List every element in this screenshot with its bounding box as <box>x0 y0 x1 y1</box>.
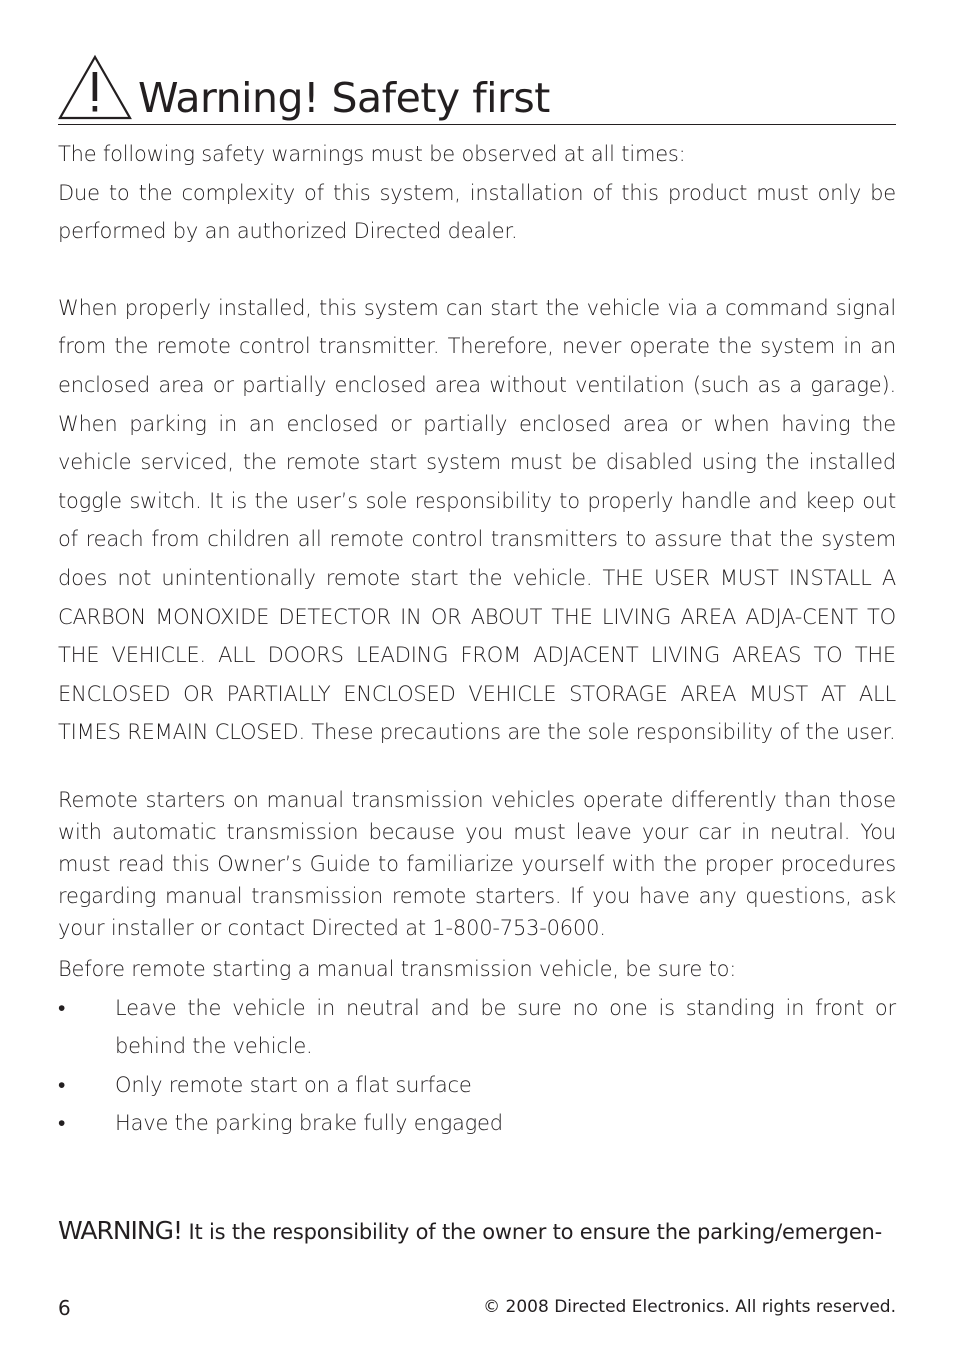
list-item <box>58 989 896 1066</box>
list-item-text: Only remote start on a flat surface <box>115 1072 472 1097</box>
before-starting-text: Before remote starting a manual transmission vehicle, be sure to: <box>58 956 737 981</box>
intro-line: The following safety warnings must be observed at all times: <box>58 142 686 166</box>
bullet-marker: • <box>58 995 66 1020</box>
page-footer <box>58 1294 896 1324</box>
list-item <box>58 1104 896 1143</box>
list-item-text: Leave the vehicle in neutral and be sure no one is standing in front or behind the vehicle. <box>115 995 896 1059</box>
list-item <box>58 1066 896 1105</box>
manual-transmission-paragraph: Remote starters on manual transmission vehicles operate differently than those with automatic transmission because you must leave your car in neutral. You must read this Owner’s Guide to familiarize yourself with the proper procedures regarding manual transmission remote starters. If you have any questions, ask your installer or contact Directed at 1-800-753-0600. <box>58 787 896 940</box>
intro-dealer-note: Due to the complexity of this system, installation of this product must only be performed by an authorized Directed dealer. <box>58 180 896 244</box>
body-text <box>58 135 896 1143</box>
warning-label: WARNING! <box>58 1216 182 1245</box>
warning-text: It is the responsibility of the owner to ensure the parking/emergen- <box>182 1220 883 1244</box>
safety-paragraph: When properly installed, this system can start the vehicle via a command signal from the remote control transmitter. Therefore, never operate the system in an enclosed area or partially enclosed area without ventilation (such as a garage). When parking in an enclosed or partially enclosed area or when having the vehicle serviced, the remote start system must be disabled using the installed toggle switch. It is the user’s sole responsibility to properly handle and keep out of reach from children all remote control transmitters to assure that the system does not unintentionally remote start the vehicle. THE USER MUST INSTALL A CARBON MONOXIDE DETECTOR IN OR ABOUT THE LIVING AREA ADJA-CENT TO THE VEHICLE. ALL DOORS LEADING FROM ADJACENT LIVING AREAS TO THE ENCLOSED OR PARTIALLY ENCLOSED VEHICLE STORAGE AREA MUST AT ALL TIMES REMAIN CLOSED. These precautions are the sole responsibility of the user. <box>58 295 896 745</box>
precaution-list <box>58 989 896 1143</box>
bullet-marker: • <box>58 1111 66 1136</box>
copyright-notice: © 2008 Directed Electronics. All rights reserved. <box>483 1297 896 1317</box>
section-header <box>58 52 896 125</box>
page-number: 6 <box>58 1296 71 1320</box>
bullet-marker: • <box>58 1072 66 1097</box>
warning-triangle-icon <box>58 54 132 120</box>
list-item-text: Have the parking brake fully engaged <box>115 1111 503 1136</box>
page-title: Warning! Safety first <box>138 74 550 122</box>
warning-paragraph <box>58 1212 896 1251</box>
